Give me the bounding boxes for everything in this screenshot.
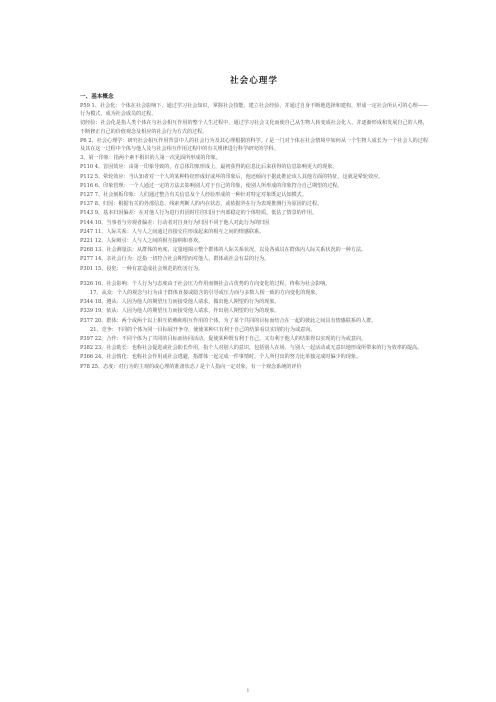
definition-paragraph: P127 7、社会刻板印象：人们通过整合有关信息及个人经验形成的一种针对特定对象既定认知模式。	[80, 192, 307, 199]
definition-paragraph: P143 9、基本归因偏差：在对他人行为进行归因时往往归因于内部稳定的个体特质，低估了情景的作用。	[80, 210, 318, 217]
section-heading: 一、基本概念	[80, 94, 114, 100]
definition-paragraph: 17、从众：个人的观念与行为由于群体直接或隐含的引导或压力而与多数人相一致的方向变化的现象。	[90, 290, 321, 297]
definition-paragraph: P377 20、群体：两个或两个以上相互依赖和相互作用的个体，为了某个共同的目标而结合在一起的彼此之间具有情感联系的人群。	[80, 317, 377, 324]
definition-paragraph: P301 15、侵犯：一种有意造成社会规范的伤害行为。	[80, 265, 204, 272]
definition-paragraph: P221 12、人际吸引：人与人之间的相互接纳和喜欢。	[80, 238, 204, 245]
definition-paragraph: P137 8、归因：根据有关的外部信息、线索判断人的内在状态，或依据外在行为表现推测行为原因的过程。	[80, 201, 323, 208]
definition-paragraph: 21、竞争：不同的个体为同一目标展开争夺，使使某种只有利于自己的结果看以实现的行为或意向。	[90, 326, 316, 333]
definition-paragraph: 3、第一印象：指两个素不相识的人第一次见面所形成的印象。	[80, 155, 221, 162]
definition-paragraph: P144 10、当事者与旁观者偏差：行动者对自身行为归因不同于他人对此行为的归因	[80, 219, 270, 226]
definition-paragraph: P59 1、社会化：个体在社会影响下，通过学习社会知识，掌握社会技能，建立社会经验，并通过自身不断地选择和建构，形成一定社会所认可的心理——行为模式，成为社会成员的过程。	[80, 103, 428, 118]
definition-paragraph: P397 22、合作：不同个体为了共同的目标而协同活动，促使某种既有利于自己，又有利于他人的结果得以实现的行为或意向。	[80, 336, 367, 343]
definition-paragraph: P6 2、社会心理学：研究社会相互作用背景中人的社会行为及其心理根据的科学。/ 是一门对个体在社会情境中如何从一个生物人成长为一个社会人的过程及其在这一过程中个体与他人及与社会相互作用过程中的有关规律进行科学研究的学科。	[80, 137, 428, 153]
definition-paragraph: P339 19、依从：人因为他人的期望压力而接受他人请求，作出别人期望的行为的现象。	[80, 308, 280, 315]
definition-paragraph: P382 23、社会助长：也称社会促进或社会助长作用，指个人对别人的意识，包括别人在场、与别人一起活动或无意识地形成所带来的行为效率的提高。	[80, 345, 423, 352]
definition-paragraph: P78 25、态度：对行为的主观的或心理的准备状态 / 是个人指向一定对象，有一个观念系统的评价	[80, 363, 302, 370]
definition-paragraph: 切经验：社会化是指人类个体在与社会相互作用的整个人生过程中，通过学习社会文化而使自己从生物人转变成社会化人，并逐渐形成和发展自己的人格，不断修正自己的价值观念及相应的社会行为方式的过程。	[80, 120, 428, 135]
definitions-group-a	[80, 102, 428, 273]
definition-paragraph: P116 6、印象管理：一个人通过一定的方法去影响别人对于自己的印象，使别人所形成的印象符合自己期望的过程。	[80, 182, 343, 189]
definition-paragraph: P268 13、社会测量法：从群体的角度，定量地揭示整个群体的人际关系状况，以及各成员在群体内人际关系状况的一种方法。	[80, 247, 367, 254]
definition-paragraph: P247 11、人际关系：人与人之间通过直接交往形成起来的相互之间的情感联系。	[80, 228, 265, 235]
definition-paragraph: P326 16、社会影响：个人行为与态度由于社会压力作用而朝社会占优势的方向变化的过程，终称为社会影响。	[80, 280, 331, 287]
definitions-group-b	[80, 280, 428, 371]
definition-paragraph: P344 18、遵从：人因为他人的期望压力而接受他人请求，做出他人期望的行为的现象。	[80, 299, 280, 306]
page-number: 1	[246, 689, 250, 694]
definition-paragraph: P112 5、晕轮效应：当认知者对一个人的某种特征形成好或坏的印象后，他还倾向于据此推论该人其他方面的特征，这就是晕轮效应。	[80, 173, 384, 180]
definition-paragraph: P366 24、社会惰化：也称社会作用或社会逃避，指群体一起完成一件事情时，个人所付出的努力比单独完成时偏少的现象。	[80, 354, 362, 361]
document-title: 社会心理学	[230, 76, 278, 86]
definition-paragraph: P277 14、亲社会行为：泛指一切符合社会期望而对他人、群体或社会有益的行为。	[80, 256, 270, 263]
definition-paragraph: P110 4、首因效应：由第一印象导致的，在总体印象形成上，最初获得的信息比后来获得的信息影响更大的现象。	[80, 164, 338, 171]
